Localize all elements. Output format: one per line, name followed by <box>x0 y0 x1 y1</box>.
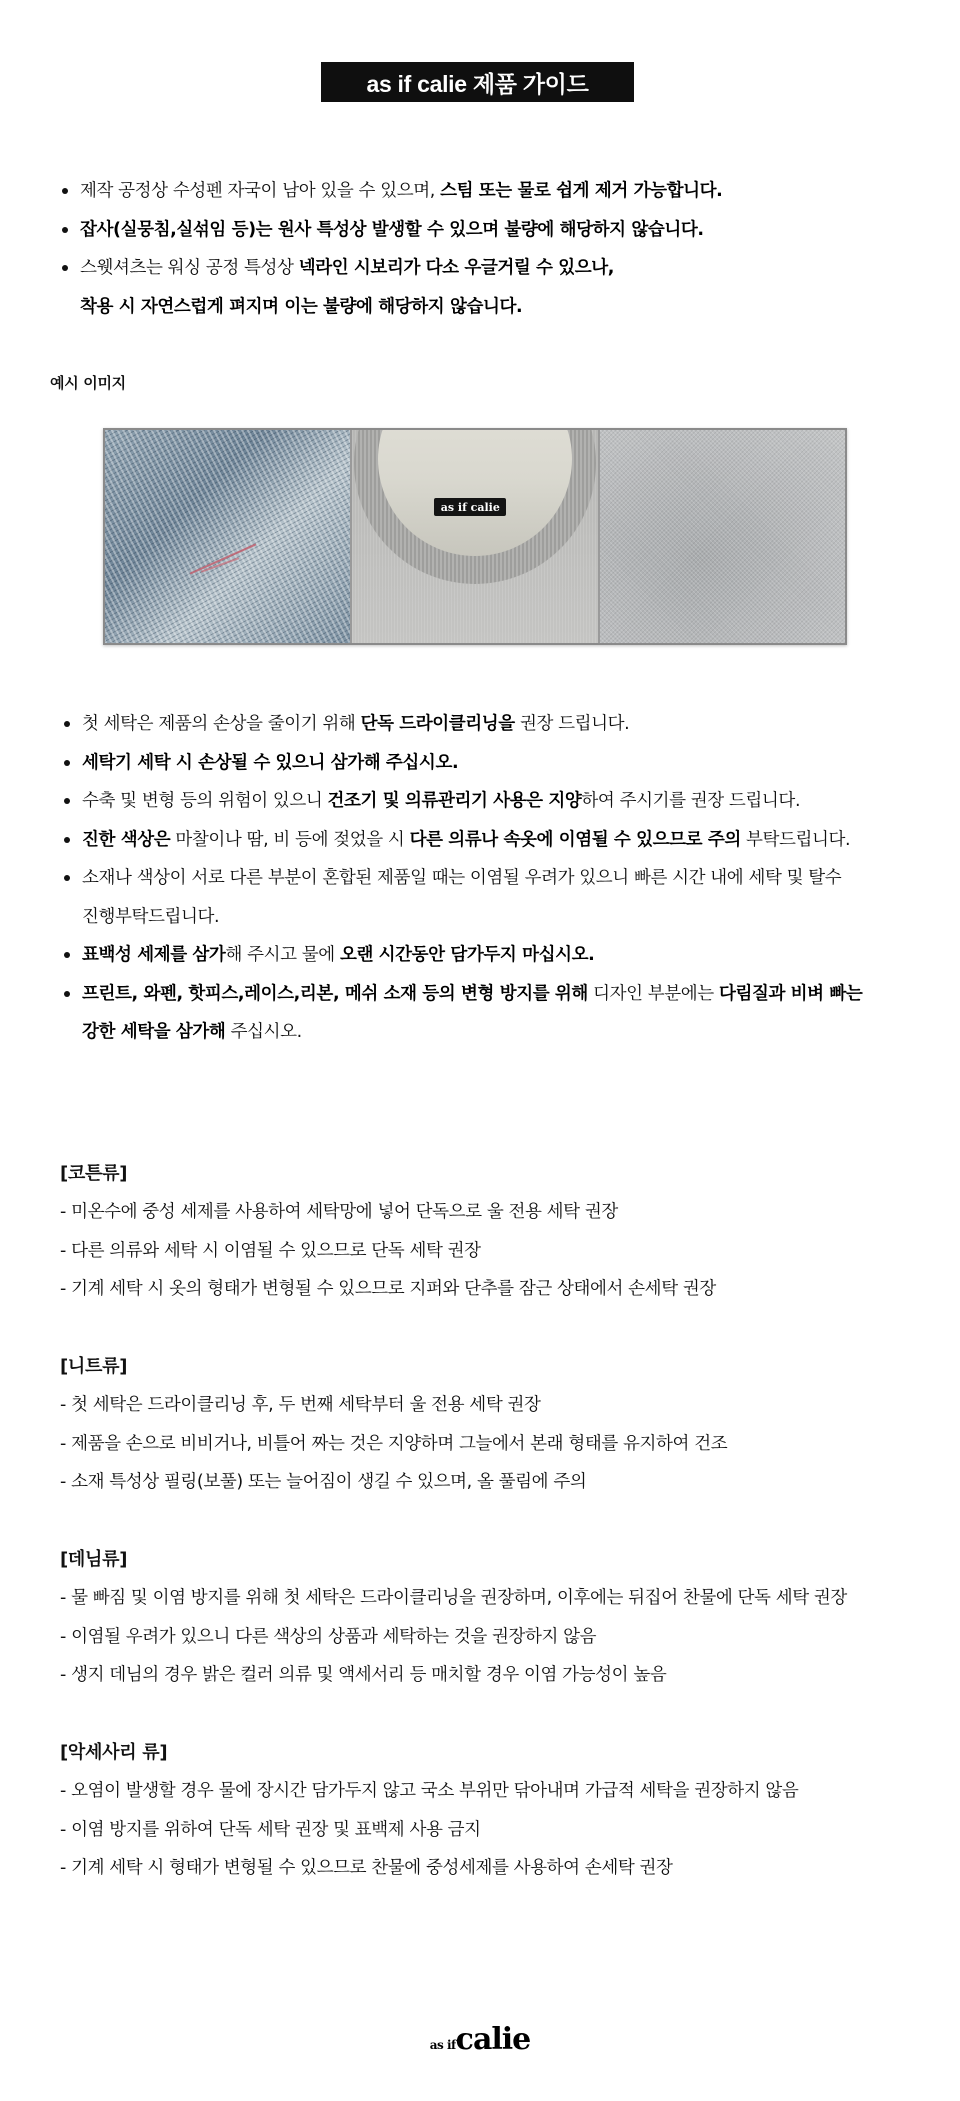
section-heading: [데님류] <box>60 1549 128 1570</box>
section-line: - 제품을 손으로 비비거나, 비틀어 짜는 것은 지양하며 그늘에서 본래 형태를 유지하여 건조 <box>60 1433 728 1454</box>
care-text-continued <box>82 1013 862 1052</box>
section-denim <box>60 1541 847 1695</box>
section-line: - 다른 의류와 세탁 시 이염될 수 있으므로 단독 세탁 권장 <box>60 1240 481 1261</box>
logo-small-text: as if <box>429 2038 456 2052</box>
care-emphasis: 다른 의류나 속옷에 이염될 수 있으므로 주의 <box>409 829 741 850</box>
note-item <box>62 249 722 326</box>
section-line: - 첫 세탁은 드라이클리닝 후, 두 번째 세탁부터 울 전용 세탁 권장 <box>60 1395 541 1415</box>
care-text: 주십시오. <box>225 1022 302 1042</box>
section-line: - 이염 방지를 위하여 단독 세탁 권장 및 표백제 사용 금지 <box>60 1819 481 1840</box>
care-item <box>64 859 862 936</box>
care-text: 마찰이나 땀, 비 등에 젖었을 시 <box>170 829 410 850</box>
care-emphasis: 세탁기 세탁 시 손상될 수 있으니 삼가해 주십시오. <box>82 752 459 773</box>
note-emphasis-continued: 착용 시 자연스럽게 펴지며 이는 불량에 해당하지 않습니다. <box>80 296 523 317</box>
care-text: 첫 세탁은 제품의 손상을 줄이기 위해 <box>82 714 361 734</box>
note-emphasis: 넥라인 시보리가 다소 우글거릴 수 있으나, <box>298 258 615 278</box>
section-line: - 이염될 우려가 있으니 다른 색상의 상품과 세탁하는 것을 권장하지 않음 <box>60 1626 597 1647</box>
note-item <box>62 172 722 211</box>
care-emphasis: 건조기 및 의류관리기 사용은 지양 <box>327 791 582 811</box>
denim-pen-mark-photo <box>105 430 350 643</box>
section-heading: [코튼류] <box>60 1163 128 1184</box>
section-heading: [니트류] <box>60 1356 128 1377</box>
care-emphasis: 강한 세탁을 삼가해 <box>82 1022 226 1042</box>
pen-mark <box>190 543 257 574</box>
note-emphasis: 잡사(실뭉침,실섞임 등)는 원사 특성상 발생할 수 있으며 불량에 해당하지 않습니다. <box>80 219 704 240</box>
care-item <box>64 782 862 821</box>
section-line: - 기계 세탁 시 옷의 형태가 변형될 수 있으므로 지퍼와 단추를 잠근 상태에서 손세탁 권장 <box>60 1279 716 1299</box>
section-knit <box>60 1348 727 1502</box>
note-item <box>62 211 722 250</box>
care-item <box>64 744 862 783</box>
care-emphasis: 오랜 시간동안 담가두지 마십시오. <box>339 945 595 965</box>
example-images-label: 예시 이미지 <box>50 374 126 392</box>
product-notes-list <box>62 172 722 326</box>
care-text: 해 주시고 물에 <box>225 945 340 965</box>
sweatshirt-neckline-photo <box>350 430 597 643</box>
care-item <box>64 821 862 860</box>
care-emphasis: 진한 색상은 <box>82 829 171 850</box>
care-emphasis: 표백성 세제를 삼가 <box>82 945 226 965</box>
page-title: as if calie 제품 가이드 <box>321 62 634 102</box>
brand-neck-label: as if calie <box>434 498 506 516</box>
care-emphasis: 프린트, 와펜, 핫피스,레이스,리본, 메쉬 소재 등의 변형 방지를 위해 <box>82 983 588 1004</box>
care-emphasis: 단독 드라이클리닝을 <box>360 714 515 734</box>
section-line: - 생지 데님의 경우 밝은 컬러 의류 및 액세서리 등 매치할 경우 이염 가능성이 높음 <box>60 1665 667 1685</box>
section-line: - 미온수에 중성 세제를 사용하여 세탁망에 넣어 단독으로 울 전용 세탁 권장 <box>60 1202 618 1222</box>
note-text: 제작 공정상 수성펜 자국이 남아 있을 수 있으며, <box>80 181 441 201</box>
care-text: 하여 주시기를 권장 드립니다. <box>581 791 801 811</box>
section-heading: [악세사리 류] <box>60 1742 168 1763</box>
section-line: - 물 빠짐 및 이염 방지를 위해 첫 세탁은 드라이클리닝을 권장하며, 이후에는 뒤집어 찬물에 단독 세탁 권장 <box>60 1588 847 1608</box>
care-text: 부탁드립니다. <box>740 829 851 850</box>
care-item <box>64 705 862 744</box>
care-text: 권장 드립니다. <box>514 714 630 734</box>
note-emphasis: 스팀 또는 물로 쉽게 제거 가능합니다. <box>440 181 723 201</box>
care-notes-list <box>64 705 862 1052</box>
care-text: 소재나 색상이 서로 다른 부분이 혼합된 제품일 때는 이염될 우려가 있으니 빠른 시간 내에 세탁 및 탈수 <box>82 868 842 888</box>
example-image-strip <box>103 428 847 645</box>
section-line: - 소재 특성상 필링(보풀) 또는 늘어짐이 생길 수 있으며, 올 풀림에 주의 <box>60 1472 587 1492</box>
care-text: 수축 및 변형 등의 위험이 있으니 <box>82 791 328 811</box>
care-item <box>64 936 862 975</box>
knit-texture-photo <box>598 430 845 643</box>
section-line: - 기계 세탁 시 형태가 변형될 수 있으므로 찬물에 중성세제를 사용하여 손세탁 권장 <box>60 1858 673 1878</box>
logo-big-text: calie <box>455 2022 531 2057</box>
care-text: 디자인 부분에는 <box>587 983 719 1004</box>
section-accessories <box>60 1734 798 1888</box>
care-emphasis: 다림질과 비벼 빠는 <box>718 983 863 1004</box>
section-line: - 오염이 발생할 경우 물에 장시간 담가두지 않고 국소 부위만 닦아내며 가급적 세탁을 권장하지 않음 <box>60 1781 799 1801</box>
brand-logo <box>0 2022 960 2057</box>
care-item <box>64 975 862 1052</box>
section-cotton <box>60 1155 716 1309</box>
note-text: 스웻셔츠는 워싱 공정 특성상 <box>80 258 299 278</box>
care-text-continued: 진행부탁드립니다. <box>82 906 220 927</box>
